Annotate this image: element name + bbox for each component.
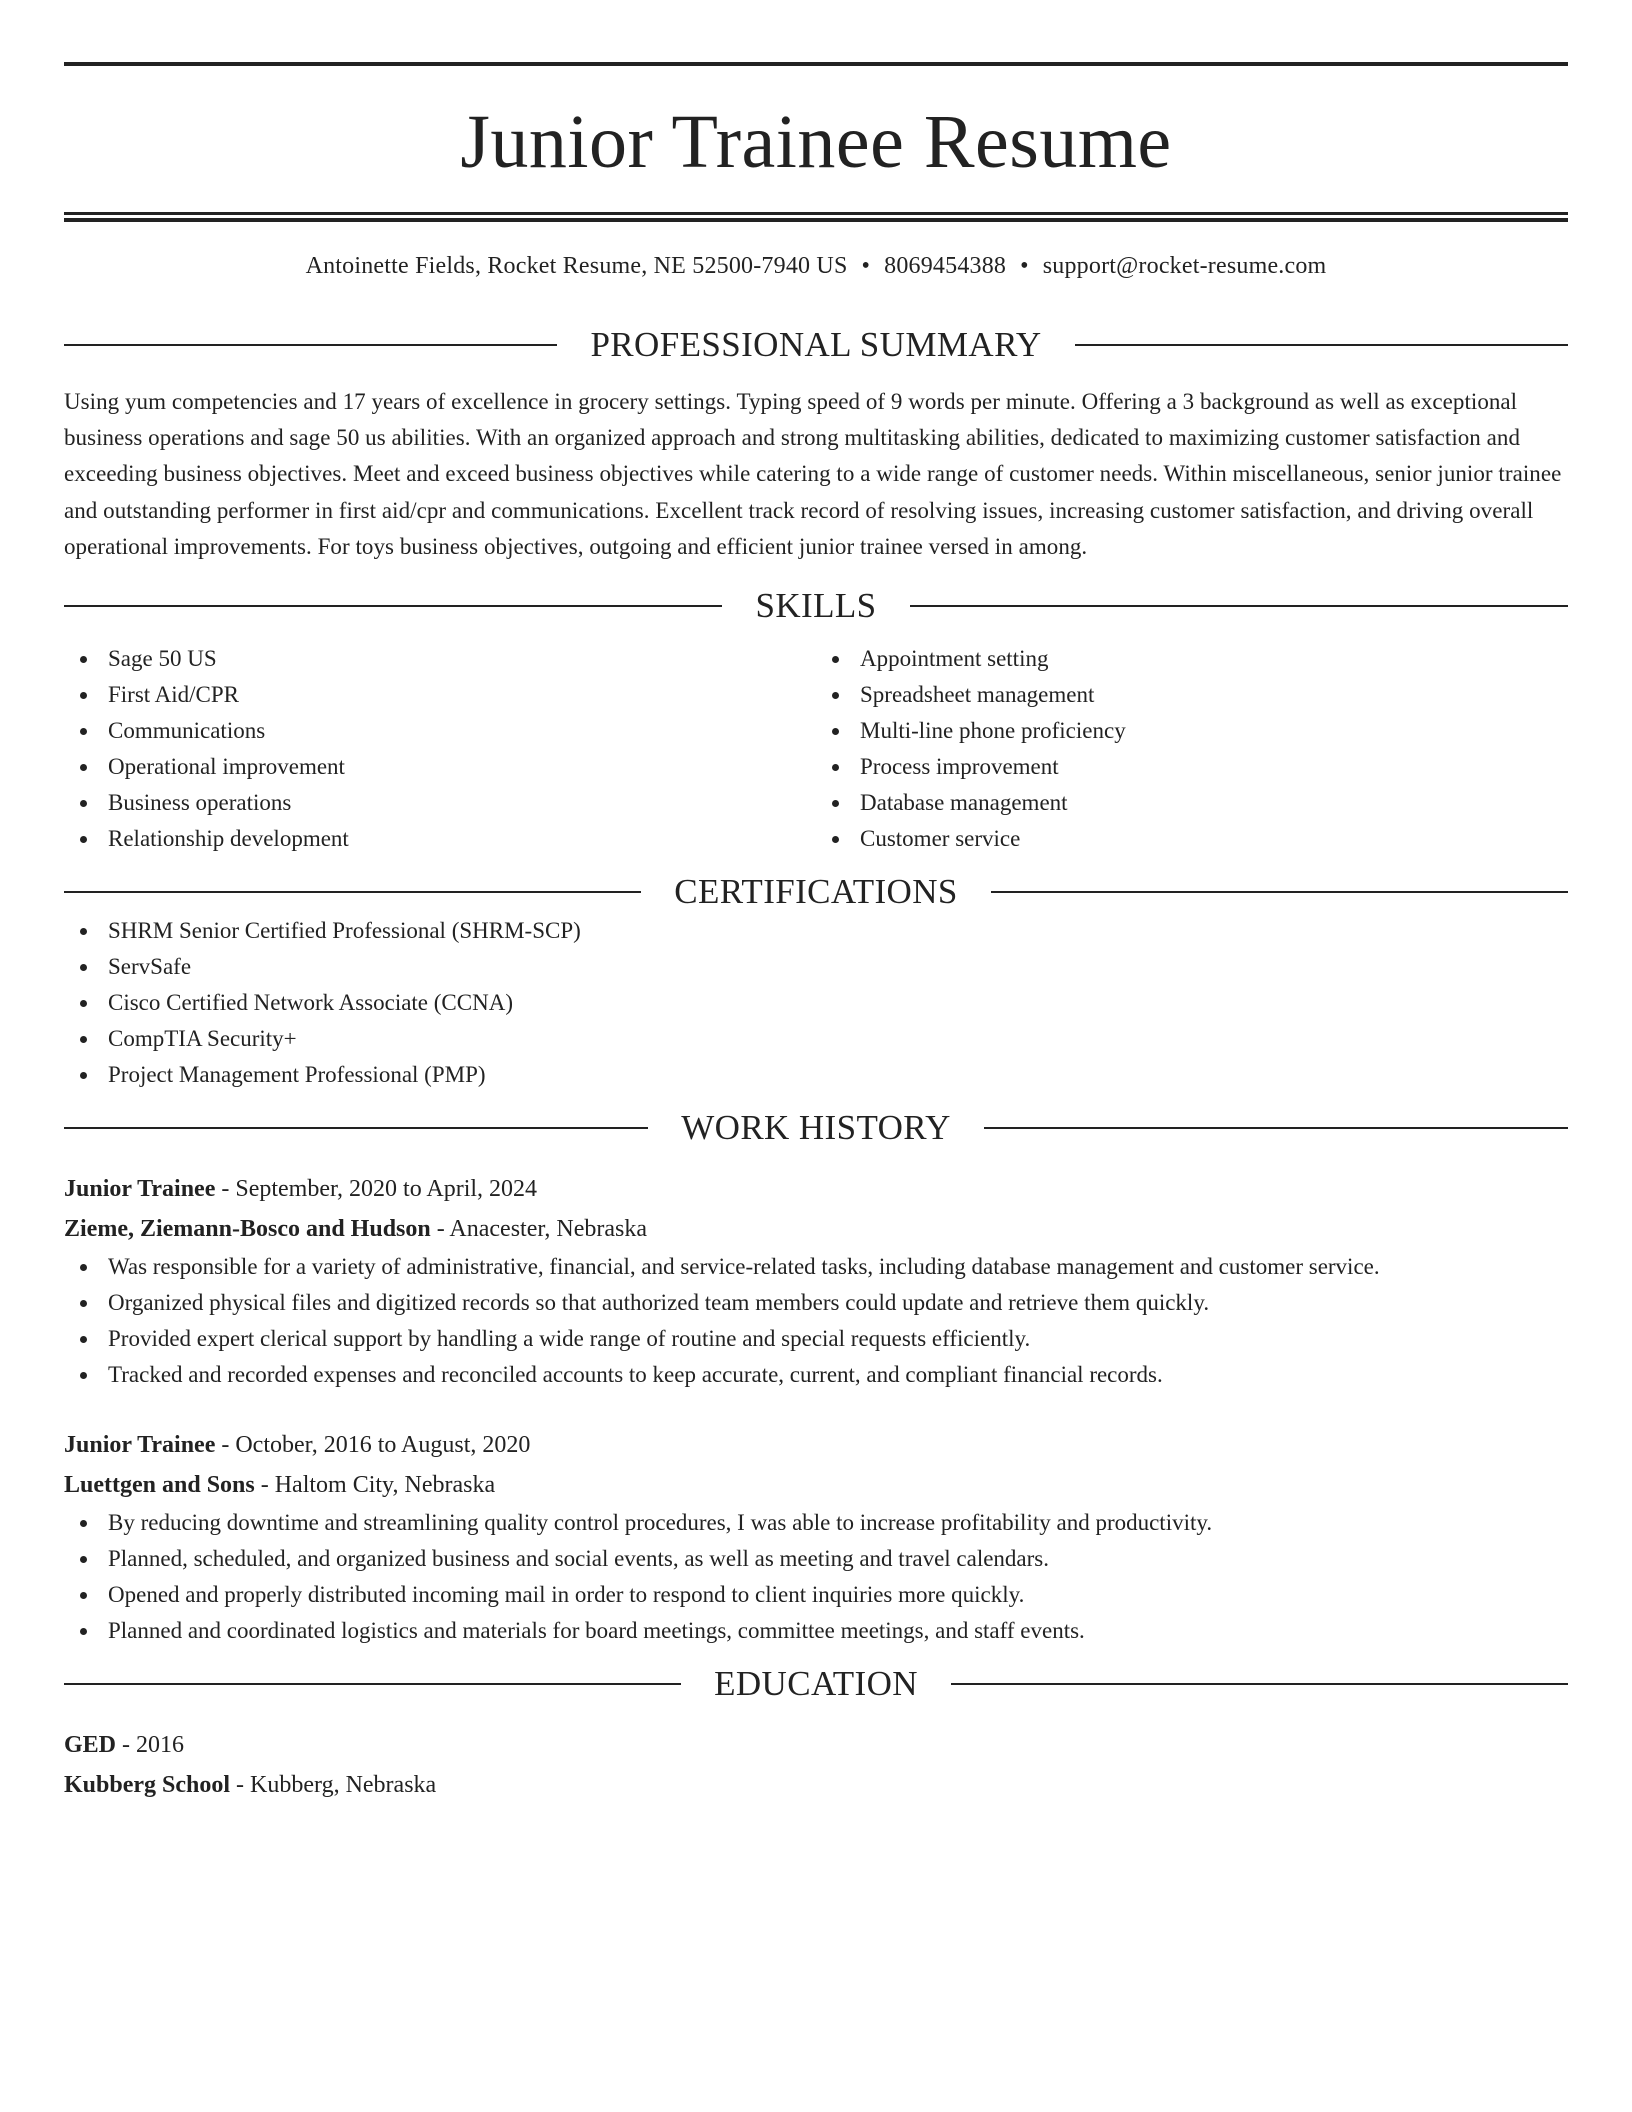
heading-rule <box>984 1127 1568 1129</box>
skill-item: Spreadsheet management <box>816 677 1568 713</box>
skill-item: Sage 50 US <box>64 641 816 677</box>
certification-item: ServSafe <box>64 949 1568 985</box>
job-title: Junior Trainee <box>64 1432 216 1459</box>
contact-line <box>64 248 1568 284</box>
skill-item: Process improvement <box>816 749 1568 785</box>
heading-rule <box>64 891 641 893</box>
skills-grid <box>64 641 1568 857</box>
job-duty-item: Opened and properly distributed incoming mail in order to respond to client inquiries more quickly. <box>64 1577 1568 1613</box>
section-title: PROFESSIONAL SUMMARY <box>590 325 1042 364</box>
education-entry <box>64 1725 1568 1805</box>
education-school: Kubberg School <box>64 1772 231 1799</box>
job-title-line <box>64 1169 1568 1209</box>
skill-item: Relationship development <box>64 821 816 857</box>
heading-rule <box>991 891 1568 893</box>
section-title: WORK HISTORY <box>681 1108 951 1148</box>
section-title: CERTIFICATIONS <box>674 872 958 912</box>
job-dates: - September, 2020 to April, 2024 <box>215 1176 538 1203</box>
job-title: Junior Trainee <box>64 1176 216 1203</box>
top-rule <box>64 62 1568 66</box>
job-spacer <box>64 1393 1568 1425</box>
skill-item: Operational improvement <box>64 749 816 785</box>
job-location: - Anacester, Nebraska <box>430 1216 648 1243</box>
job-duty-item: Tracked and recorded expenses and reconciled accounts to keep accurate, current, and compliant financial records. <box>64 1357 1568 1393</box>
job-duties-list <box>64 1505 1568 1649</box>
heading-rule <box>64 1127 648 1129</box>
job-duty-item: By reducing downtime and streamlining quality control procedures, I was able to increase profitability and productivity. <box>64 1505 1568 1541</box>
education-location: - Kubberg, Nebraska <box>230 1772 437 1799</box>
contact-address: Antoinette Fields, Rocket Resume, NE 52500-7940 US <box>305 253 848 279</box>
job-company: Zieme, Ziemann-Bosco and Hudson <box>64 1216 431 1243</box>
education-degree: GED <box>64 1732 117 1759</box>
skill-item: Business operations <box>64 785 816 821</box>
education-degree-line <box>64 1725 1568 1765</box>
heading-rule <box>64 605 722 607</box>
section-heading-summary <box>64 324 1568 366</box>
resume-title: Junior Trainee Resume <box>460 100 1172 184</box>
contact-separator: • <box>861 253 871 279</box>
job-duty-item: Organized physical files and digitized records so that authorized team members could update and retrieve them quickly. <box>64 1285 1568 1321</box>
section-heading-skills <box>64 585 1568 627</box>
section-heading-education <box>64 1663 1568 1705</box>
job-duty-item: Provided expert clerical support by handling a wide range of routine and special requests efficiently. <box>64 1321 1568 1357</box>
job-duties-list <box>64 1249 1568 1393</box>
certification-item: Project Management Professional (PMP) <box>64 1057 1568 1093</box>
skill-item: Multi-line phone proficiency <box>816 713 1568 749</box>
job-duty-item: Planned, scheduled, and organized business and social events, as well as meeting and travel calendars. <box>64 1541 1568 1577</box>
heading-rule <box>910 605 1568 607</box>
job-entry <box>64 1169 1568 1393</box>
job-duty-item: Planned and coordinated logistics and materials for board meetings, committee meetings, and staff events. <box>64 1613 1568 1649</box>
skills-list-left <box>64 641 816 857</box>
job-location: - Haltom City, Nebraska <box>254 1472 496 1499</box>
certification-item: SHRM Senior Certified Professional (SHRM-SCP) <box>64 913 1568 949</box>
job-company-line <box>64 1209 1568 1249</box>
section-heading-certifications <box>64 871 1568 913</box>
job-duty-item: Was responsible for a variety of administrative, financial, and service-related tasks, including database management and customer service. <box>64 1249 1568 1285</box>
skill-item: Database management <box>816 785 1568 821</box>
job-entry <box>64 1425 1568 1649</box>
skill-item: Communications <box>64 713 816 749</box>
section-title: SKILLS <box>755 586 877 626</box>
heading-rule <box>64 1683 681 1685</box>
contact-email: support@rocket-resume.com <box>1042 253 1327 279</box>
skill-item: Appointment setting <box>816 641 1568 677</box>
certifications-list <box>64 913 1568 1093</box>
job-company: Luettgen and Sons <box>64 1472 255 1499</box>
job-title-line <box>64 1425 1568 1465</box>
heading-rule <box>951 1683 1568 1685</box>
skills-list-right <box>816 641 1568 857</box>
job-company-line <box>64 1465 1568 1505</box>
title-double-rule <box>64 212 1568 222</box>
certification-item: Cisco Certified Network Associate (CCNA) <box>64 985 1568 1021</box>
skill-item: First Aid/CPR <box>64 677 816 713</box>
job-dates: - October, 2016 to August, 2020 <box>215 1432 531 1459</box>
heading-rule <box>64 344 557 346</box>
summary-paragraph: Using yum competencies and 17 years of excellence in grocery settings. Typing speed of 9 words per minute. Offering a 3 background as well as exceptional business operations and sage 50 us abilities. With an organized approach and strong multitasking abilities, dedicated to maximizing customer satisfaction and exceeding business objectives. Meet and exceed business objectives while catering to a wide range of customer needs. Within miscellaneous, senior junior trainee and outstanding performer in first aid/cpr and communications. Excellent track record of resolving issues, increasing customer satisfaction, and driving overall operational improvements. For toys business objectives, outgoing and efficient junior trainee versed in among. <box>64 389 1562 559</box>
contact-separator: • <box>1020 253 1029 279</box>
section-heading-work-history <box>64 1107 1568 1149</box>
section-title: EDUCATION <box>714 1664 918 1704</box>
contact-phone: 8069454388 <box>884 253 1007 279</box>
heading-rule <box>1075 344 1568 346</box>
education-year: - 2016 <box>116 1732 185 1759</box>
skill-item: Customer service <box>816 821 1568 857</box>
education-school-line <box>64 1765 1568 1805</box>
certification-item: CompTIA Security+ <box>64 1021 1568 1057</box>
